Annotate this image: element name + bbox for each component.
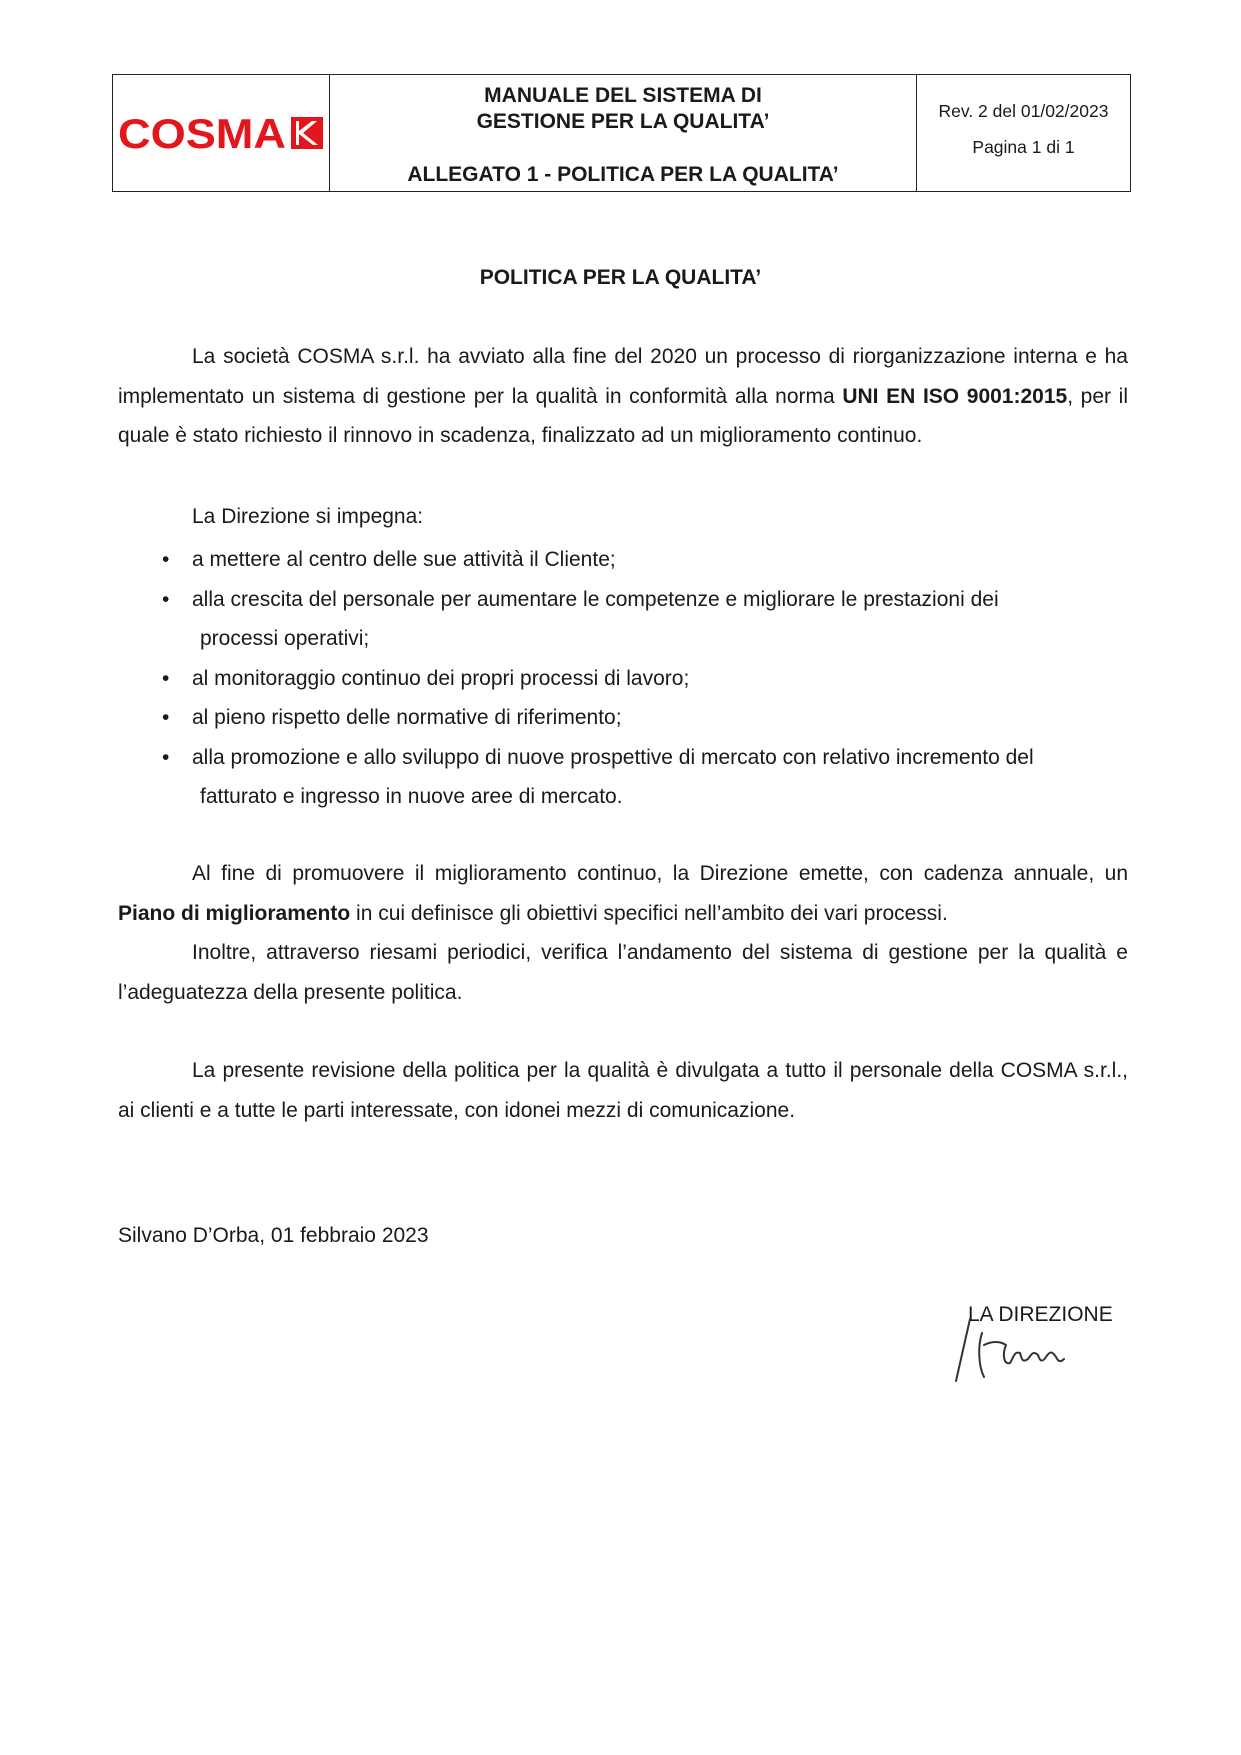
- manual-title-line1: MANUALE DEL SISTEMA DI: [484, 84, 762, 107]
- distribution-paragraph: La presente revisione della politica per la qualità è divulgata a tutto il personale della COSMA s.r.l., ai clienti e a tutte le parti interessate, con idonei mezzi di comunicazione.: [118, 1059, 1128, 1122]
- list-item-line: alla promozione e allo sviluppo di nuove prospettive di mercato con relativo incremento del: [192, 745, 1034, 769]
- list-item: [118, 580, 1128, 659]
- list-item-line: al monitoraggio continuo dei propri processi di lavoro;: [192, 666, 690, 690]
- list-item-continuation: processi operativi;: [200, 627, 370, 650]
- header-title-cell: [330, 75, 917, 191]
- list-item-continuation: fatturato e ingresso in nuove aree di mercato.: [200, 785, 623, 808]
- intro-text-start: La società COSMA s.r.l. ha avviato alla fine del 2020 un processo di riorganizzazione interna e ha implementato un sistema di gestione per la qualità in conformità alla norma: [118, 345, 1128, 408]
- list-item: [118, 540, 1128, 580]
- header-meta-cell: [917, 75, 1130, 191]
- page-title: POLITICA PER LA QUALITA’: [479, 266, 762, 289]
- svg-text:COSMA: COSMA: [118, 112, 286, 154]
- cosma-logo: [116, 112, 326, 154]
- list-item: [118, 698, 1128, 738]
- list-item-line: alla crescita del personale per aumentare le competenze e migliorare le prestazioni dei: [192, 587, 999, 611]
- list-item: [118, 659, 1128, 699]
- commitment-intro: La Direzione si impegna:: [192, 505, 424, 528]
- logo-cell: [113, 75, 330, 191]
- page-number: Pagina 1 di 1: [972, 137, 1075, 157]
- list-item-line: a mettere al centro delle sue attività il Cliente;: [192, 548, 616, 571]
- document-header: [112, 74, 1131, 192]
- improvement-plan-term: Piano di miglioramento: [118, 901, 351, 925]
- list-item: [118, 738, 1128, 817]
- standard-reference: UNI EN ISO 9001:2015: [842, 384, 1068, 408]
- improvement-text-end: in cui definisce gli obiettivi specifici nell’ambito dei vari processi.: [350, 901, 948, 925]
- list-item-line: al pieno rispetto delle normative di riferimento;: [192, 706, 622, 729]
- review-paragraph: Inoltre, attraverso riesami periodici, verifica l’andamento del sistema di gestione per la qualità e l’adeguatezza della presente politica.: [118, 941, 1128, 1004]
- improvement-text-start: Al fine di promuovere il miglioramento continuo, la Direzione emette, con cadenza annuale, un: [192, 862, 1128, 885]
- place-date: Silvano D’Orba, 01 febbraio 2023: [118, 1224, 429, 1247]
- manual-title-line2: GESTIONE PER LA QUALITA’: [476, 110, 770, 133]
- improvement-paragraph: [118, 854, 1128, 933]
- commitment-list: [118, 540, 1128, 817]
- annex-title: ALLEGATO 1 - POLITICA PER LA QUALITA’: [407, 163, 839, 186]
- intro-paragraph: [118, 337, 1128, 456]
- signatory-label: LA DIREZIONE: [968, 1303, 1113, 1326]
- intro-text-end: , per il quale è stato richiesto il rinnovo in scadenza, finalizzato ad un miglioramento continuo.: [118, 384, 1128, 447]
- signature: [948, 1315, 1088, 1385]
- revision-label: Rev. 2 del 01/02/2023: [938, 101, 1109, 121]
